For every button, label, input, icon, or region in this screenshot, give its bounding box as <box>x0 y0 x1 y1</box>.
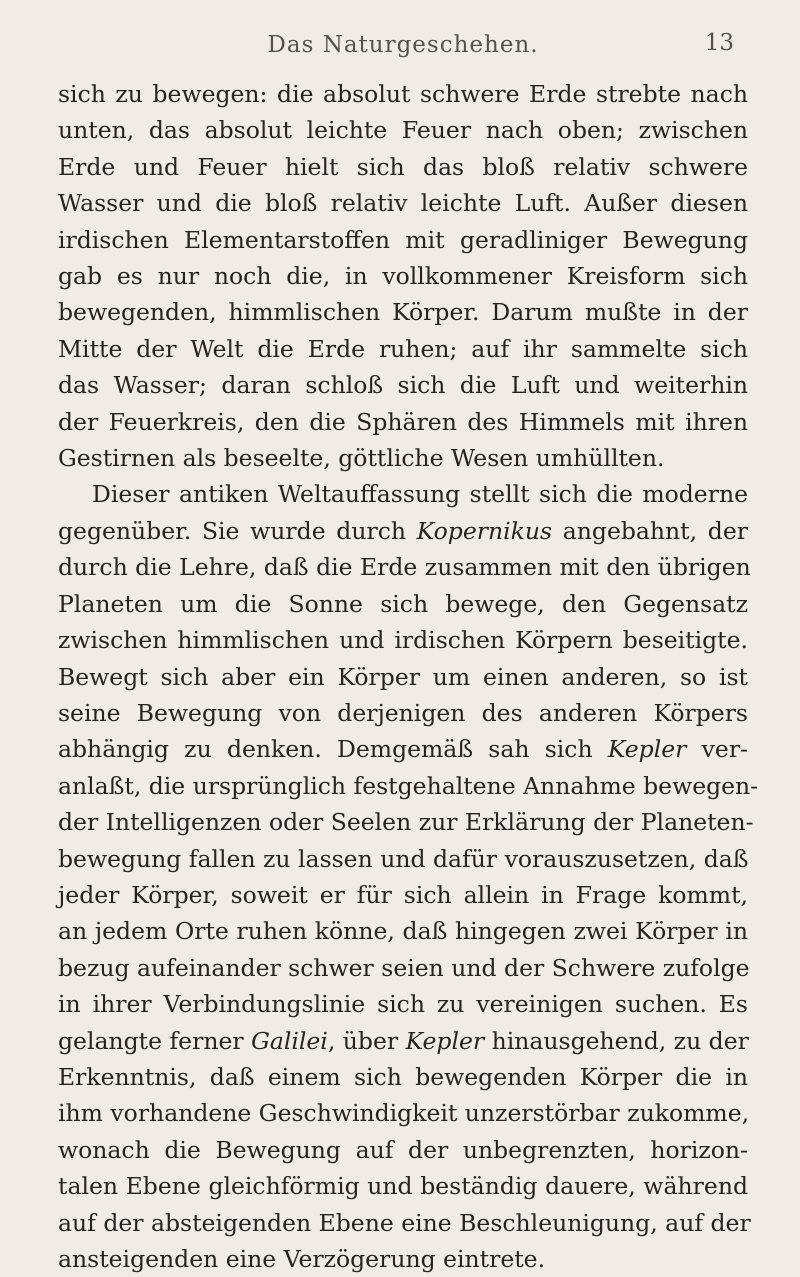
text-segment: bewegenden, himmlischen Körper. Darum mußte in der <box>58 298 748 327</box>
text-line <box>58 476 748 512</box>
text-segment: bezug aufeinander schwer seien und der Schwere zufolge <box>58 953 750 982</box>
running-title: Das Naturgeschehen. <box>267 32 539 58</box>
text-segment: Erde und Feuer hielt sich das bloß relativ schwere <box>58 152 748 181</box>
text-segment: ver- <box>686 735 748 764</box>
body-text <box>58 76 759 1277</box>
text-line <box>58 367 748 403</box>
text-segment: talen Ebene gleichförmig und beständig dauere, während <box>58 1172 748 1201</box>
text-segment: abhängig zu denken. Demgemäß sah sich <box>58 735 608 764</box>
text-line <box>58 622 748 658</box>
text-line <box>58 258 748 294</box>
text-segment: Wasser und die bloß relativ leichte Luft. Außer diesen <box>58 189 748 218</box>
text-line <box>58 404 748 440</box>
text-line <box>58 440 748 476</box>
text-segment: in ihrer Verbindungslinie sich zu vereinigen suchen. Es <box>58 990 748 1019</box>
text-line <box>58 1023 748 1059</box>
text-line <box>58 1059 748 1095</box>
text-line <box>58 1241 748 1277</box>
text-segment: irdischen Elementarstoffen mit geradliniger Bewegung <box>58 225 748 254</box>
text-segment: anlaßt, die ursprünglich festgehaltene Annahme bewegen- <box>58 771 759 800</box>
text-segment: , über <box>327 1026 406 1055</box>
text-segment: gegenüber. Sie wurde durch <box>58 516 417 545</box>
text-segment: seine Bewegung von derjenigen des anderen Körpers <box>58 698 748 727</box>
text-segment: ansteigenden eine Verzögerung eintrete. <box>58 1245 546 1273</box>
text-line <box>58 294 748 330</box>
text-line <box>58 841 748 877</box>
text-line <box>58 513 748 549</box>
text-segment: unten, das absolut leichte Feuer nach oben; zwischen <box>58 116 748 145</box>
name-kepler: Kepler <box>607 735 687 764</box>
text-line <box>58 877 748 913</box>
text-segment: Bewegt sich aber ein Körper um einen anderen, so ist <box>58 662 748 691</box>
text-line <box>58 112 748 148</box>
text-segment: wonach die Bewegung auf der unbegrenzten, horizon- <box>58 1135 748 1164</box>
text-segment: zwischen himmlischen und irdischen Körpern beseitigte. <box>58 626 748 655</box>
text-line <box>58 185 748 221</box>
text-line <box>58 1168 748 1204</box>
text-segment: das Wasser; daran schloß sich die Luft und weiterhin <box>58 371 748 400</box>
name-galilei: Galilei <box>251 1026 328 1055</box>
text-segment: hinausgehend, zu der <box>484 1026 749 1055</box>
text-segment: sich zu bewegen: die absolut schwere Erde strebte nach <box>58 80 748 108</box>
text-segment: jeder Körper, soweit er für sich allein in Frage kommt, <box>58 880 748 909</box>
text-line <box>58 586 748 622</box>
text-segment: angebahnt, der <box>552 516 748 545</box>
text-segment: Mitte der Welt die Erde ruhen; auf ihr sammelte sich <box>58 334 748 363</box>
text-line <box>58 986 748 1022</box>
text-segment: durch die Lehre, daß die Erde zusammen mit den übrigen <box>58 553 751 582</box>
text-line <box>58 1132 748 1168</box>
text-line <box>58 222 748 258</box>
text-line <box>58 149 748 185</box>
text-segment: der Feuerkreis, den die Sphären des Himmels mit ihren <box>58 407 748 436</box>
text-segment: auf der absteigenden Ebene eine Beschleunigung, auf der <box>58 1208 751 1237</box>
text-segment: gelangte ferner <box>58 1026 252 1055</box>
text-segment: Dieser antiken Weltauffassung stellt sich die moderne <box>92 480 748 509</box>
text-line <box>58 768 759 804</box>
text-segment: gab es nur noch die, in vollkommener Kreisform sich <box>58 262 748 291</box>
text-segment: bewegung fallen zu lassen und dafür vorauszusetzen, daß <box>58 844 749 873</box>
text-segment: Gestirnen als beseelte, göttliche Wesen umhüllten. <box>58 444 665 473</box>
name-kopernikus: Kopernikus <box>416 516 553 545</box>
text-segment: Planeten um die Sonne sich bewege, den Gegensatz <box>58 589 748 618</box>
text-segment: an jedem Orte ruhen könne, daß hingegen zwei Körper in <box>58 917 748 946</box>
running-head <box>58 0 748 76</box>
text-segment: Erkenntnis, daß einem sich bewegenden Körper die in <box>58 1062 748 1091</box>
text-line <box>58 1095 748 1131</box>
text-segment: ihm vorhandene Geschwindigkeit unzerstörbar zukomme, <box>58 1099 750 1128</box>
text-line <box>58 950 748 986</box>
text-line <box>58 549 751 585</box>
name-kepler: Kepler <box>405 1026 485 1055</box>
text-segment: der Intelligenzen oder Seelen zur Erklärung der Planeten- <box>58 808 754 837</box>
text-line <box>58 695 748 731</box>
text-line <box>58 76 748 112</box>
page-number: 13 <box>704 30 734 56</box>
text-line <box>58 913 748 949</box>
text-line <box>58 659 748 695</box>
text-line <box>58 1205 751 1241</box>
text-line <box>58 331 748 367</box>
text-line <box>58 731 748 767</box>
text-line <box>58 804 754 840</box>
